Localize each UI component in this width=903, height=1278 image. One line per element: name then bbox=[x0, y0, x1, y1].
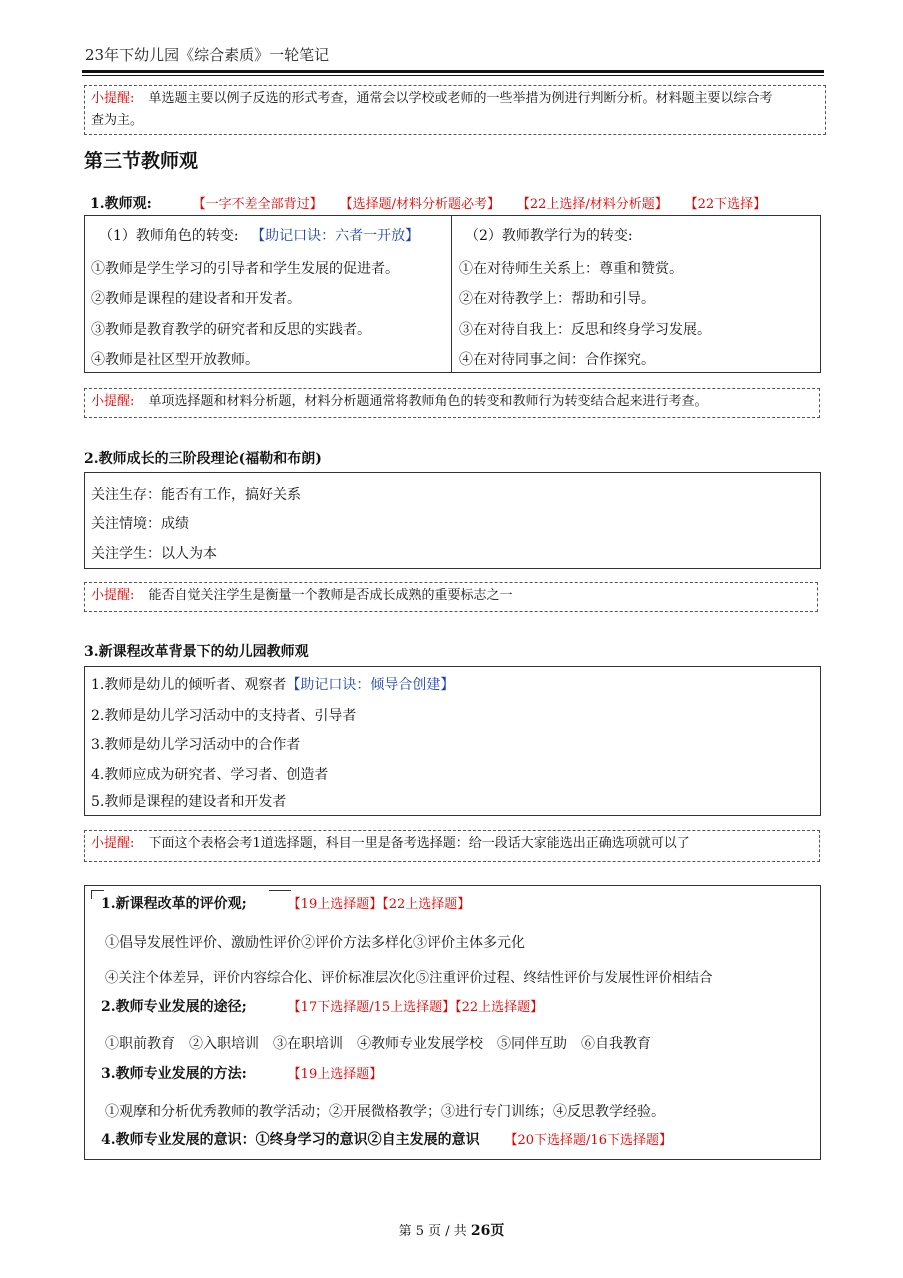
left-title-text: （1）教师角色的转变: bbox=[99, 228, 239, 244]
tag: 【19上选择题】【22上选择题】 bbox=[287, 897, 471, 912]
list-item: ③在对待自我上：反思和终身学习发展。 bbox=[459, 322, 711, 338]
left-column-title bbox=[99, 225, 419, 245]
list-item: ③教师是教育教学的研究者和反思的实践者。 bbox=[91, 322, 371, 338]
teacher-view-table bbox=[84, 215, 821, 373]
tip-box-3 bbox=[84, 582, 818, 612]
page-total: 26页 bbox=[470, 1223, 505, 1239]
list-item: 4.教师应成为研究者、学习者、创造者 bbox=[91, 767, 329, 783]
mnemonic: 【助记口诀：六者一开放】 bbox=[251, 228, 420, 244]
right-column-title: （2）教师教学行为的转变: bbox=[465, 228, 633, 244]
tip-text: 能否自觉关注学生是衡量一个教师是否成长成熟的重要标志之一 bbox=[148, 588, 513, 603]
tag: 【19上选择题】 bbox=[287, 1067, 383, 1082]
header-rule-thin bbox=[82, 75, 824, 76]
tip-box-2 bbox=[84, 388, 820, 418]
tip-text: 单选题主要以例子反选的形式考查，通常会以学校或老师的一些举措为例进行判断分析。材料题主要以综合考 bbox=[148, 91, 773, 106]
list-item: 2.教师是幼儿学习活动中的支持者、引导者 bbox=[91, 708, 357, 724]
section-title: 第三节教师观 bbox=[84, 150, 199, 172]
list-item: 关注情境：成绩 bbox=[91, 516, 189, 532]
list-item: ①观摩和分析优秀教师的教学活动；②开展微格教学；③进行专门训练；④反思教学经验。 bbox=[105, 1104, 665, 1120]
list-item-text: 1.教师是幼儿的倾听者、观察者 bbox=[91, 677, 287, 693]
tip-label: 小提醒: bbox=[91, 588, 135, 603]
page-number: 第 5 页 / 共 bbox=[398, 1224, 471, 1239]
list-item: ④关注个体差异，评价内容综合化、评价标准层次化⑤注重评价过程、终结性评价与发展性评价相结合 bbox=[105, 970, 713, 986]
tag: 【17下选择题/15上选择题】【22上选择题】 bbox=[287, 1000, 544, 1015]
heading-text: 3.教师专业发展的方法: bbox=[101, 1066, 247, 1082]
tip-text: 单项选择题和材料分析题，材料分析题通常将教师角色的转变和教师行为转变结合起来进行考查。 bbox=[148, 394, 708, 409]
document-header-title: 23年下幼儿园《综合素质》一轮笔记 bbox=[85, 46, 330, 64]
tip-label: 小提醒: bbox=[91, 91, 135, 106]
header-rule-thick bbox=[82, 70, 824, 73]
heading-text: 1.教师观: bbox=[90, 196, 152, 212]
tip-label: 小提醒: bbox=[91, 836, 135, 851]
heading-text: 4.教师专业发展的意识：①终身学习的意识②自主发展的意识 bbox=[101, 1132, 480, 1148]
dev-awareness-heading bbox=[101, 1129, 672, 1149]
heading-text: 2.教师专业发展的途径; bbox=[101, 999, 247, 1015]
list-item: ①职前教育 ②入职培训 ③在职培训 ④教师专业发展学校 ⑤同伴互助 ⑥自我教育 bbox=[105, 1036, 651, 1052]
tip-text: 下面这个表格会考1道选择题，科目一里是备考选择题：给一段话大家能选出正确选项就可以了 bbox=[148, 836, 690, 851]
new-curriculum-heading: 3.新课程改革背景下的幼儿园教师观 bbox=[84, 644, 309, 660]
list-item: 3.教师是幼儿学习活动中的合作者 bbox=[91, 737, 301, 753]
heading-text: 1.新课程改革的评价观; bbox=[101, 896, 247, 912]
list-item: ②教师是课程的建设者和开发者。 bbox=[91, 291, 301, 307]
page-footer bbox=[0, 1220, 903, 1240]
teacher-view-heading bbox=[90, 193, 766, 213]
list-item: ④教师是社区型开放教师。 bbox=[91, 352, 259, 368]
list-item: 关注学生：以人为本 bbox=[91, 546, 217, 562]
tip-box-4 bbox=[84, 830, 820, 862]
list-item: ①教师是学生学习的引导者和学生发展的促进者。 bbox=[91, 261, 399, 277]
list-item: 5.教师是课程的建设者和开发者 bbox=[91, 794, 287, 810]
list-item: ④在对待同事之间：合作探究。 bbox=[459, 352, 655, 368]
tip-box-1 bbox=[84, 85, 826, 135]
table-divider bbox=[451, 216, 452, 372]
list-item: ①在对待师生关系上：尊重和赞赏。 bbox=[459, 261, 683, 277]
list-item: ①倡导发展性评价、激励性评价②评价方法多样化③评价主体多元化 bbox=[105, 935, 525, 951]
mnemonic: 【助记口诀：倾导合创建】 bbox=[286, 677, 455, 693]
tip-text-continued: 查为主。 bbox=[91, 113, 144, 128]
tag: 【选择题/材料分析题必考】 bbox=[339, 197, 500, 212]
bracket-decoration bbox=[269, 890, 291, 891]
evaluation-box bbox=[84, 885, 821, 1160]
dev-path-heading bbox=[101, 996, 543, 1016]
three-stage-heading: 2.教师成长的三阶段理论(福勒和布朗) bbox=[84, 451, 322, 467]
tag: 【22上选择/材料分析题】 bbox=[516, 197, 668, 212]
tag: 【22下选择】 bbox=[684, 197, 767, 212]
three-stage-box bbox=[84, 472, 821, 569]
tag: 【一字不差全部背过】 bbox=[192, 197, 323, 212]
tip-label: 小提醒: bbox=[91, 394, 135, 409]
dev-method-heading bbox=[101, 1063, 382, 1083]
eval-heading bbox=[101, 893, 470, 913]
list-item: 关注生存：能否有工作，搞好关系 bbox=[91, 487, 301, 503]
new-curriculum-box bbox=[84, 666, 821, 816]
list-item: ②在对待教学上：帮助和引导。 bbox=[459, 291, 655, 307]
list-item bbox=[91, 674, 454, 694]
tag: 【20下选择题/16下选择题】 bbox=[504, 1133, 672, 1148]
